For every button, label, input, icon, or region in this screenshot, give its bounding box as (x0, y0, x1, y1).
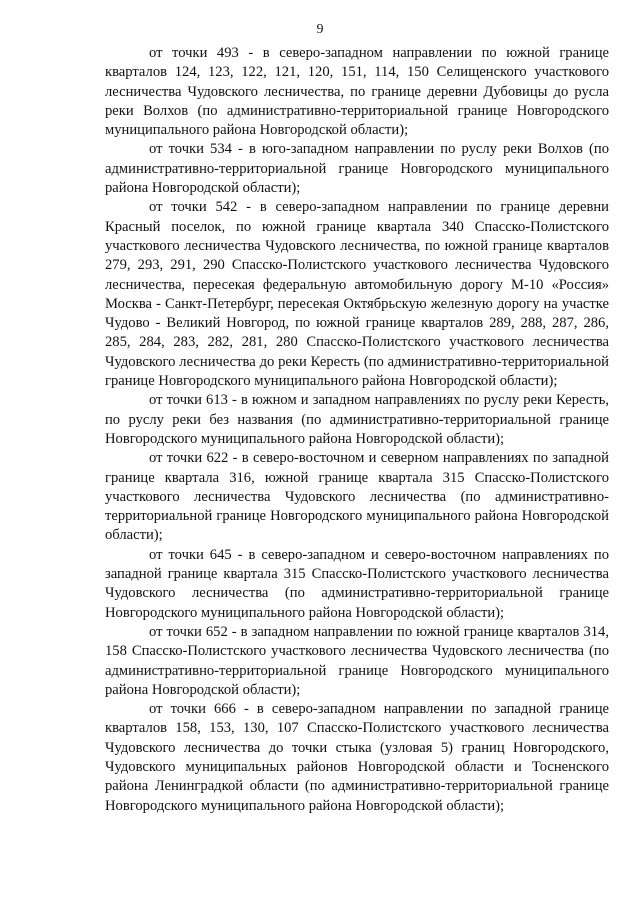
paragraph-point-542: от точки 542 - в северо-западном направлении по границе деревни Красный поселок, по южной границе квартала 340 Спасско-Полистского участкового лесничества Чудовского лесничества, по южной границе кварталов 279, 293, 291, 290 Спасско-Полистского участкового лесничества Чудовского лесничества, пересекая федеральную автомобильную дорогу М-10 «Россия» Москва - Санкт-Петербург, пересекая Октябрьскую железную дорогу на участке Чудово - Великий Новгород, по южной границе кварталов 289, 288, 287, 286, 285, 284, 283, 282, 281, 280 Спасско-Полистского участкового лесничества Чудовского лесничества до реки Кересть (по административно-территориальной границе Новгородского муниципального района Новгородской области); (105, 199, 609, 390)
paragraph-point-534: от точки 534 - в юго-западном направлении по руслу реки Волхов (по административно-территориальной границе Новгородского муниципального района Новгородской области); (105, 141, 609, 197)
page-number: 9 (316, 22, 324, 37)
paragraph-point-613: от точки 613 - в южном и западном направлениях по руслу реки Кересть, по руслу реки без названия (по административно-территориальной границе Новгородского муниципального района Новгородской области); (105, 392, 609, 447)
paragraph-point-652: от точки 652 - в западном направлении по южной границе кварталов 314, 158 Спасско-Полистского участкового лесничества Чудовского лесничества (по административно-территориальной границе Новгородского муниципального района Новгородской области); (105, 623, 609, 698)
paragraph-point-645: от точки 645 - в северо-западном и северо-восточном направлениях по западной границе квартала 315 Спасско-Полистского участкового лесничества Чудовского лесничества (по административно-территориальной границе Новгородского муниципального района Новгородской области); (105, 546, 609, 621)
paragraph-point-666: от точки 666 - в северо-западном направлении по западной границе кварталов 158, 153, 130, 107 Спасско-Полистского участкового лесничества Чудовского лесничества до точки стыка (узловая 5) границ Новгородского, Чудовского муниципальных районов Новгородской области и Тосненского района Ленинградкой области (по административно-территориальной границе Новгородского муниципального района Новгородской области); (105, 701, 609, 814)
paragraph-point-622: от точки 622 - в северо-восточном и северном направлениях по западной границе квартала 316, южной границе квартала 315 Спасско-Полистского участкового лесничества Чудовского лесничества (по административно-территориальной границе Новгородского муниципального района Новгородской области); (105, 450, 609, 544)
document-body (105, 44, 609, 816)
paragraph-point-493: от точки 493 - в северо-западном направлении по южной границе кварталов 124, 123, 122, 121, 120, 151, 114, 150 Селищенского участкового лесничества Чудовского лесничества, по границе деревни Дубовицы до русла реки Волхов (по административно-территориальной границе Новгородского муниципального района Новгородской области); (105, 45, 609, 139)
